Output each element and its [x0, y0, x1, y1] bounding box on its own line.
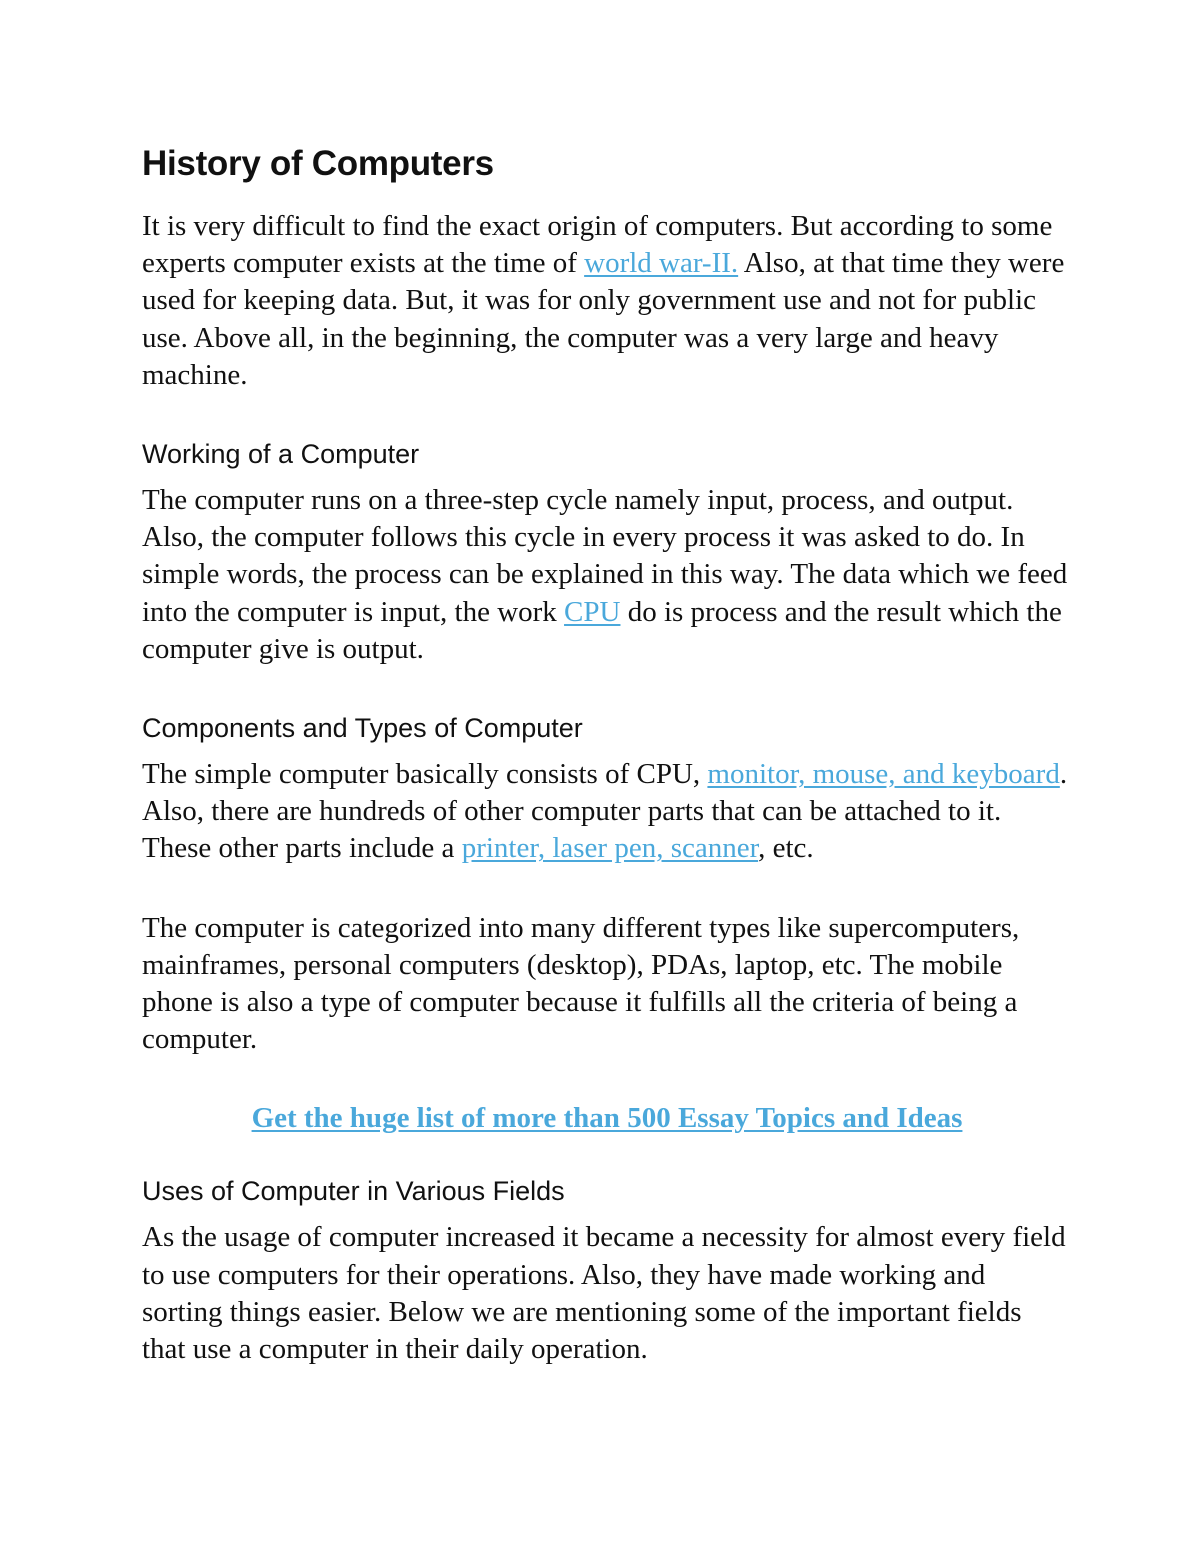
components-text-1: The simple computer basically consists of CPU, [142, 758, 708, 791]
history-paragraph [142, 208, 1072, 394]
components-paragraph [142, 756, 1072, 868]
world-war-ii-link[interactable]: world war-II. [584, 247, 739, 280]
working-text-2: do is process and the result which the computer give is output. [142, 595, 1062, 665]
history-text-2: Also, at that time they were used for keeping data. But, it was for only government use and not for public use. Above all, in the beginning, the computer was a very large and heavy machine. [142, 247, 1065, 391]
working-paragraph [142, 482, 1072, 668]
components-text-2: . Also, there are hundreds of other computer parts that can be attached to it. These other parts include a [142, 758, 1068, 865]
document-page [142, 140, 1072, 1368]
document-title: History of Computers [142, 144, 494, 183]
monitor-mouse-keyboard-link[interactable]: monitor, mouse, and keyboard [707, 758, 1060, 791]
essay-topics-link[interactable]: Get the huge list of more than 500 Essay Topics and Ideas [251, 1102, 963, 1135]
uses-heading: Uses of Computer in Various Fields [142, 1176, 565, 1207]
cpu-link[interactable]: CPU [564, 595, 621, 628]
components-heading: Components and Types of Computer [142, 713, 583, 744]
working-text-1: The computer runs on a three-step cycle namely input, process, and output. Also, the computer follows this cycle in every process it was asked to do. In simple words, the process can be explained in this way. The data which we feed into the computer is input, the work [142, 484, 1068, 628]
components-text-3: , etc. [758, 832, 814, 865]
uses-paragraph: As the usage of computer increased it became a necessity for almost every field to use computers for their operations. Also, they have made working and sorting things easier. Below we are mentioning some of the important fields that use a computer in their daily operation. [142, 1221, 1066, 1366]
history-text-1: It is very difficult to find the exact origin of computers. But according to some experts computer exists at the time of [142, 210, 1053, 280]
essay-topics-cta [142, 1100, 1072, 1137]
working-heading: Working of a Computer [142, 439, 420, 470]
types-paragraph: The computer is categorized into many different types like supercomputers, mainframes, personal computers (desktop), PDAs, laptop, etc. The mobile phone is also a type of computer because it fulfills all the criteria of being a computer. [142, 911, 1020, 1056]
printer-laser-scanner-link[interactable]: printer, laser pen, scanner [461, 832, 759, 865]
